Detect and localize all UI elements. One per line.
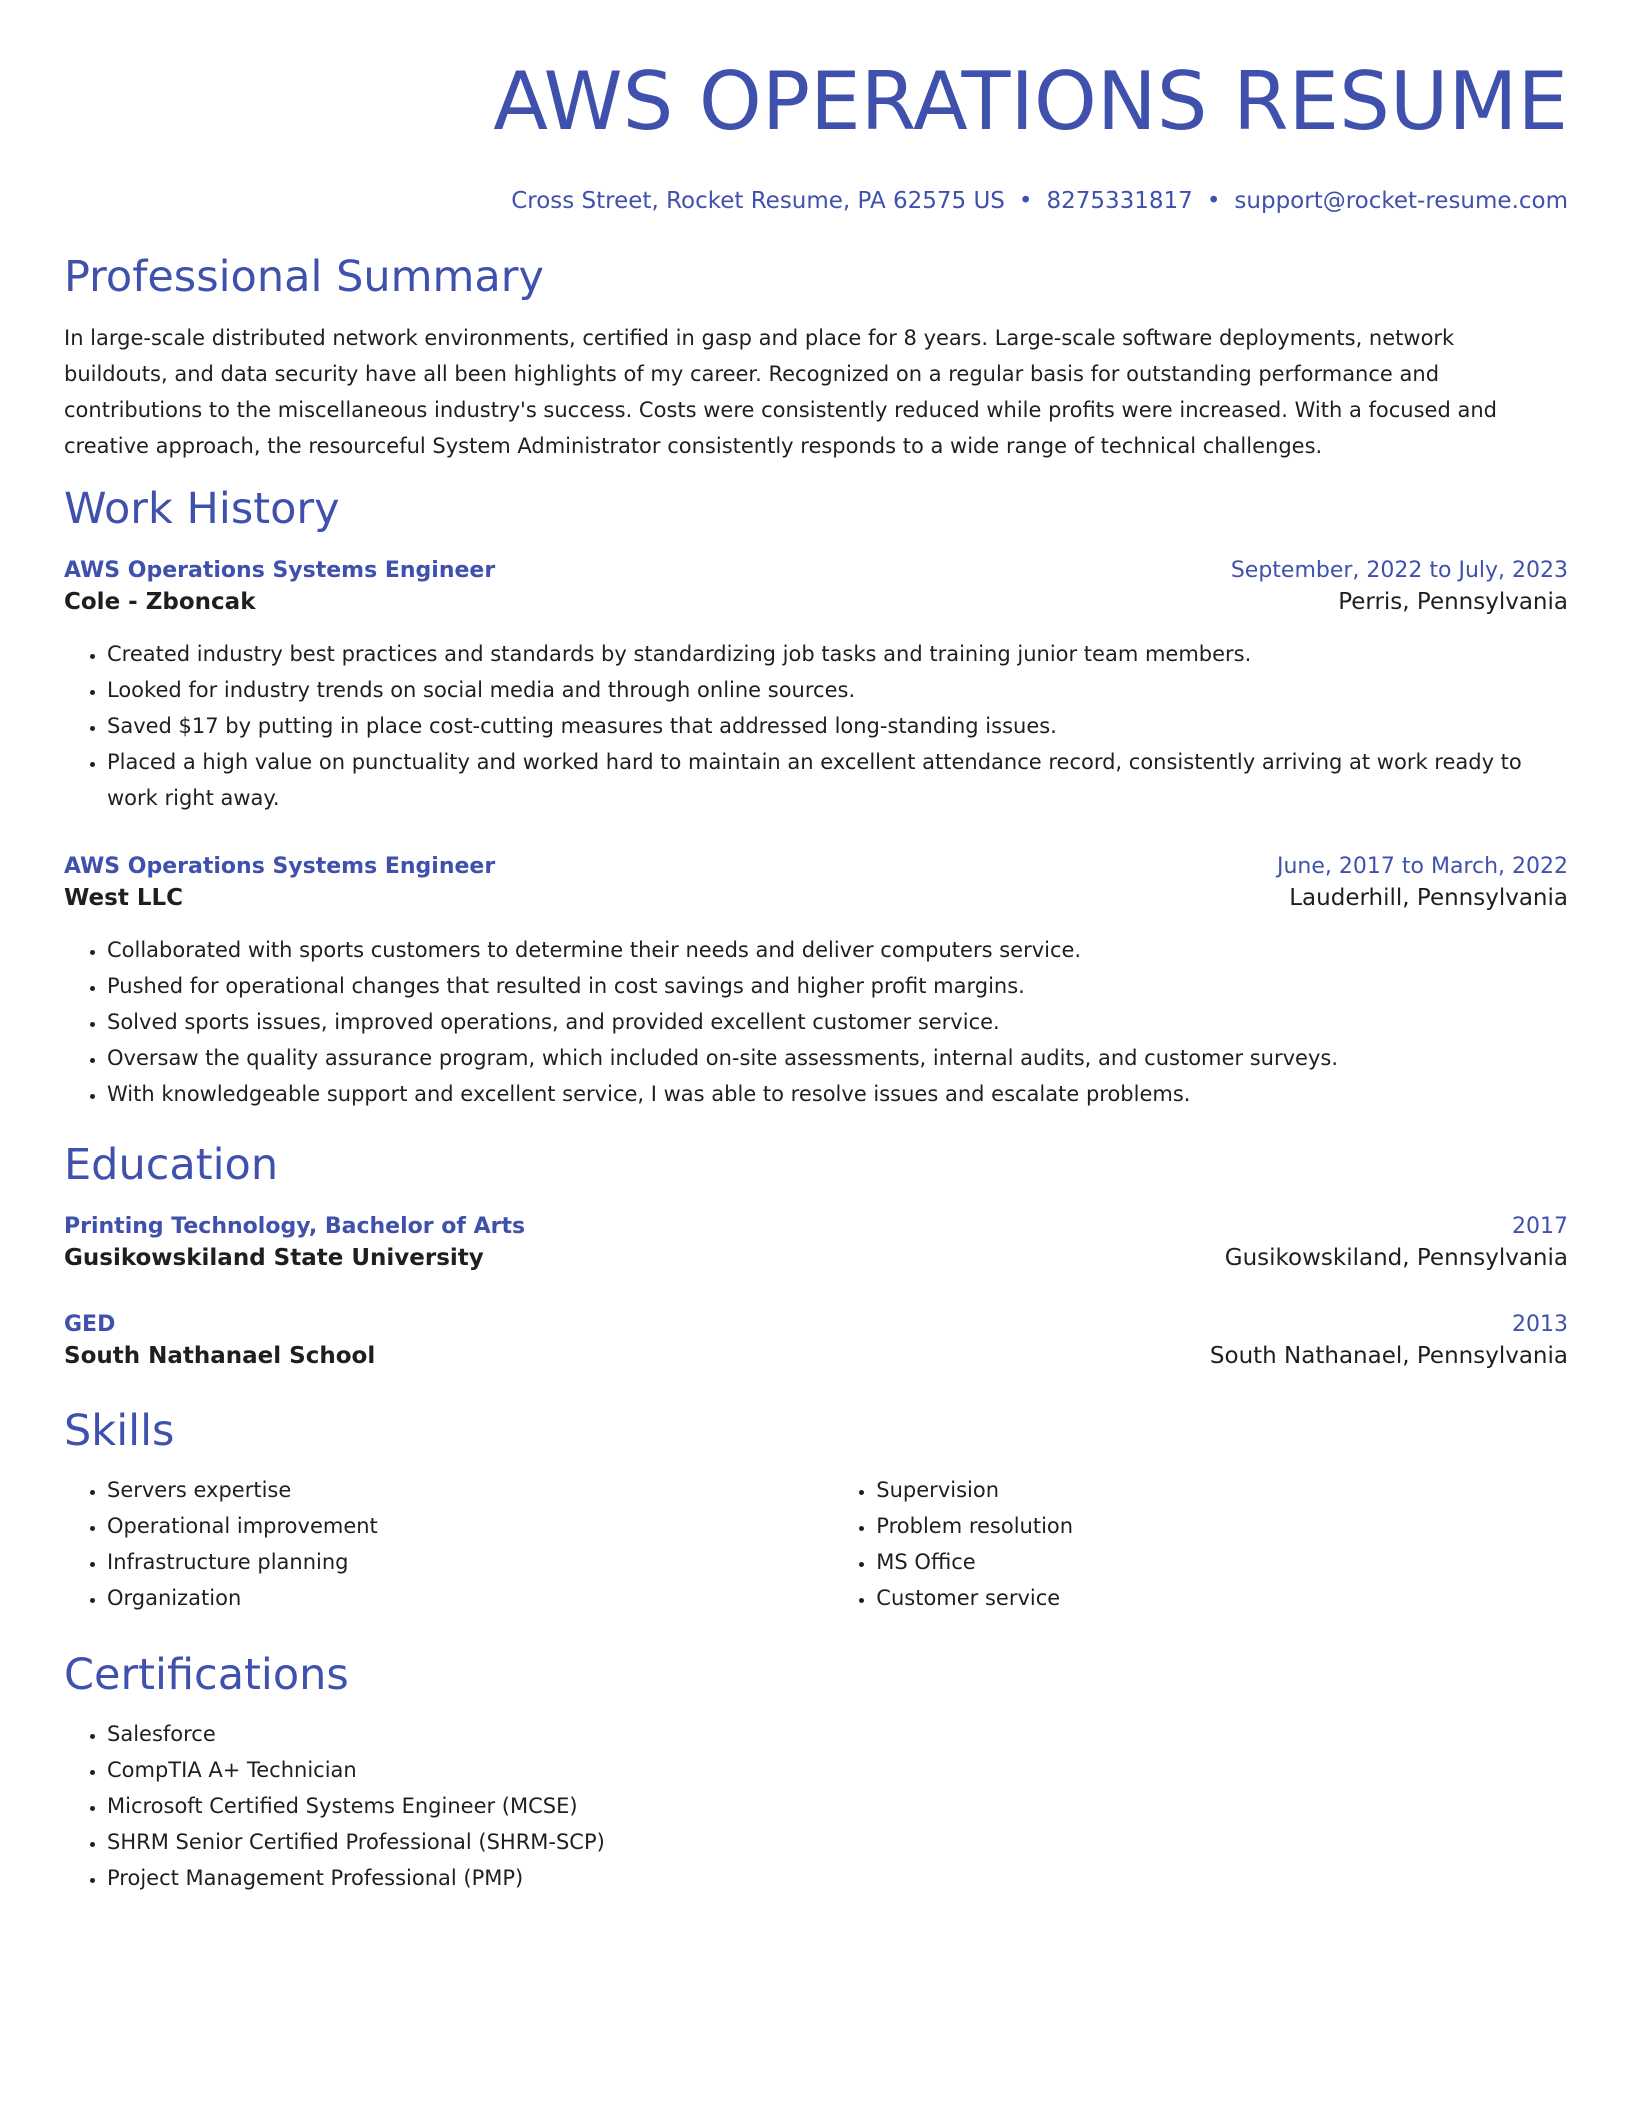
section-title-work-history: Work History <box>64 484 340 534</box>
job-bullet-list <box>64 636 1568 816</box>
section-title-summary: Professional Summary <box>64 252 544 302</box>
job-bullet-list <box>64 932 1568 1112</box>
section-title-certifications: Certifications <box>64 1650 349 1700</box>
job-company-row <box>64 586 1568 618</box>
job-company: West LLC <box>64 885 184 911</box>
job-bullet: • Collaborated with sports customers to determine their needs and deliver computers service. <box>107 932 1568 968</box>
job-dates: September, 2022 to July, 2023 <box>1230 558 1568 583</box>
job-bullet: • Looked for industry trends on social media and through online sources. <box>107 672 1568 708</box>
job-bullet: • Oversaw the quality assurance program, which included on-site assessments, internal audits, and customer surveys. <box>107 1040 1568 1076</box>
skills-list-right <box>833 1472 1568 1616</box>
summary-paragraph: In large-scale distributed network environments, certified in gasp and place for 8 years. Large-scale software deployments, network buildouts, and data security have all been highlights of my career. Recognized on a regular basis for outstanding performance and contributions to the miscellaneous industry's success. Costs were consistently reduced while profits were increased. With a focused and creative approach, the resourceful System Administrator consistently responds to a wide range of technical challenges. <box>64 326 1497 458</box>
contact-separator: • <box>1206 188 1221 214</box>
job-entry <box>64 556 1568 816</box>
job-bullet: • Pushed for operational changes that resulted in cost savings and higher profit margins. <box>107 968 1568 1004</box>
education-year: 2017 <box>1512 1214 1568 1239</box>
education-year: 2013 <box>1512 1312 1568 1337</box>
skills-list-left <box>64 1472 833 1616</box>
section-title-education: Education <box>64 1140 279 1190</box>
education-header-row <box>64 1310 1568 1340</box>
resume-header <box>64 50 1568 216</box>
job-dates: June, 2017 to March, 2022 <box>1277 854 1568 879</box>
certification-item: • Microsoft Certified Systems Engineer (MCSE) <box>107 1788 1568 1824</box>
job-company-row <box>64 882 1568 914</box>
skill-item: • MS Office <box>876 1544 1568 1580</box>
job-bullet: • Solved sports issues, improved operations, and provided excellent customer service. <box>107 1004 1568 1040</box>
education-school-row <box>64 1242 1568 1274</box>
job-bullet: • Created industry best practices and standards by standardizing job tasks and training junior team members. <box>107 636 1568 672</box>
contact-email[interactable]: support@rocket-resume.com <box>1234 188 1568 214</box>
certification-list <box>64 1716 1568 1896</box>
certification-item: • Project Management Professional (PMP) <box>107 1860 1568 1896</box>
education-entry <box>64 1212 1568 1274</box>
job-bullet: • With knowledgeable support and excellent service, I was able to resolve issues and escalate problems. <box>107 1076 1568 1112</box>
certification-item: • SHRM Senior Certified Professional (SHRM-SCP) <box>107 1824 1568 1860</box>
job-bullet: • Placed a high value on punctuality and worked hard to maintain an excellent attendance record, consistently arriving at work ready to work right away. <box>107 744 1568 816</box>
contact-address: Cross Street, Rocket Resume, PA 62575 US <box>511 188 1005 214</box>
skill-item: • Supervision <box>876 1472 1568 1508</box>
education-location: Gusikowskiland, Pennsylvania <box>1224 1245 1568 1271</box>
certification-item: • Salesforce <box>107 1716 1568 1752</box>
education-school-row <box>64 1340 1568 1372</box>
job-location: Lauderhill, Pennsylvania <box>1289 885 1568 911</box>
skill-item: • Organization <box>107 1580 833 1616</box>
certification-item: • CompTIA A+ Technician <box>107 1752 1568 1788</box>
education-degree: GED <box>64 1312 116 1337</box>
section-title-skills: Skills <box>64 1406 175 1456</box>
skills-columns <box>64 1472 1568 1616</box>
job-role: AWS Operations Systems Engineer <box>64 558 496 583</box>
skill-item: • Problem resolution <box>876 1508 1568 1544</box>
education-header-row <box>64 1212 1568 1242</box>
job-header-row <box>64 852 1568 882</box>
job-entry <box>64 852 1568 1112</box>
job-company: Cole - Zboncak <box>64 589 256 615</box>
skill-item: • Infrastructure planning <box>107 1544 833 1580</box>
job-role: AWS Operations Systems Engineer <box>64 854 496 879</box>
job-location: Perris, Pennsylvania <box>1338 589 1568 615</box>
contact-separator: • <box>1018 188 1033 214</box>
skill-item: • Servers expertise <box>107 1472 833 1508</box>
skill-item: • Customer service <box>876 1580 1568 1616</box>
education-entry <box>64 1310 1568 1372</box>
education-degree: Printing Technology, Bachelor of Arts <box>64 1214 526 1239</box>
education-location: South Nathanael, Pennsylvania <box>1209 1343 1568 1369</box>
job-bullet: • Saved $17 by putting in place cost-cutting measures that addressed long-standing issues. <box>107 708 1568 744</box>
education-school: South Nathanael School <box>64 1343 376 1369</box>
skill-item: • Operational improvement <box>107 1508 833 1544</box>
contact-phone: 8275331817 <box>1046 188 1193 214</box>
education-school: Gusikowskiland State University <box>64 1245 484 1271</box>
job-header-row <box>64 556 1568 586</box>
contact-line <box>64 186 1568 216</box>
resume-title: AWS OPERATIONS RESUME <box>493 55 1568 148</box>
